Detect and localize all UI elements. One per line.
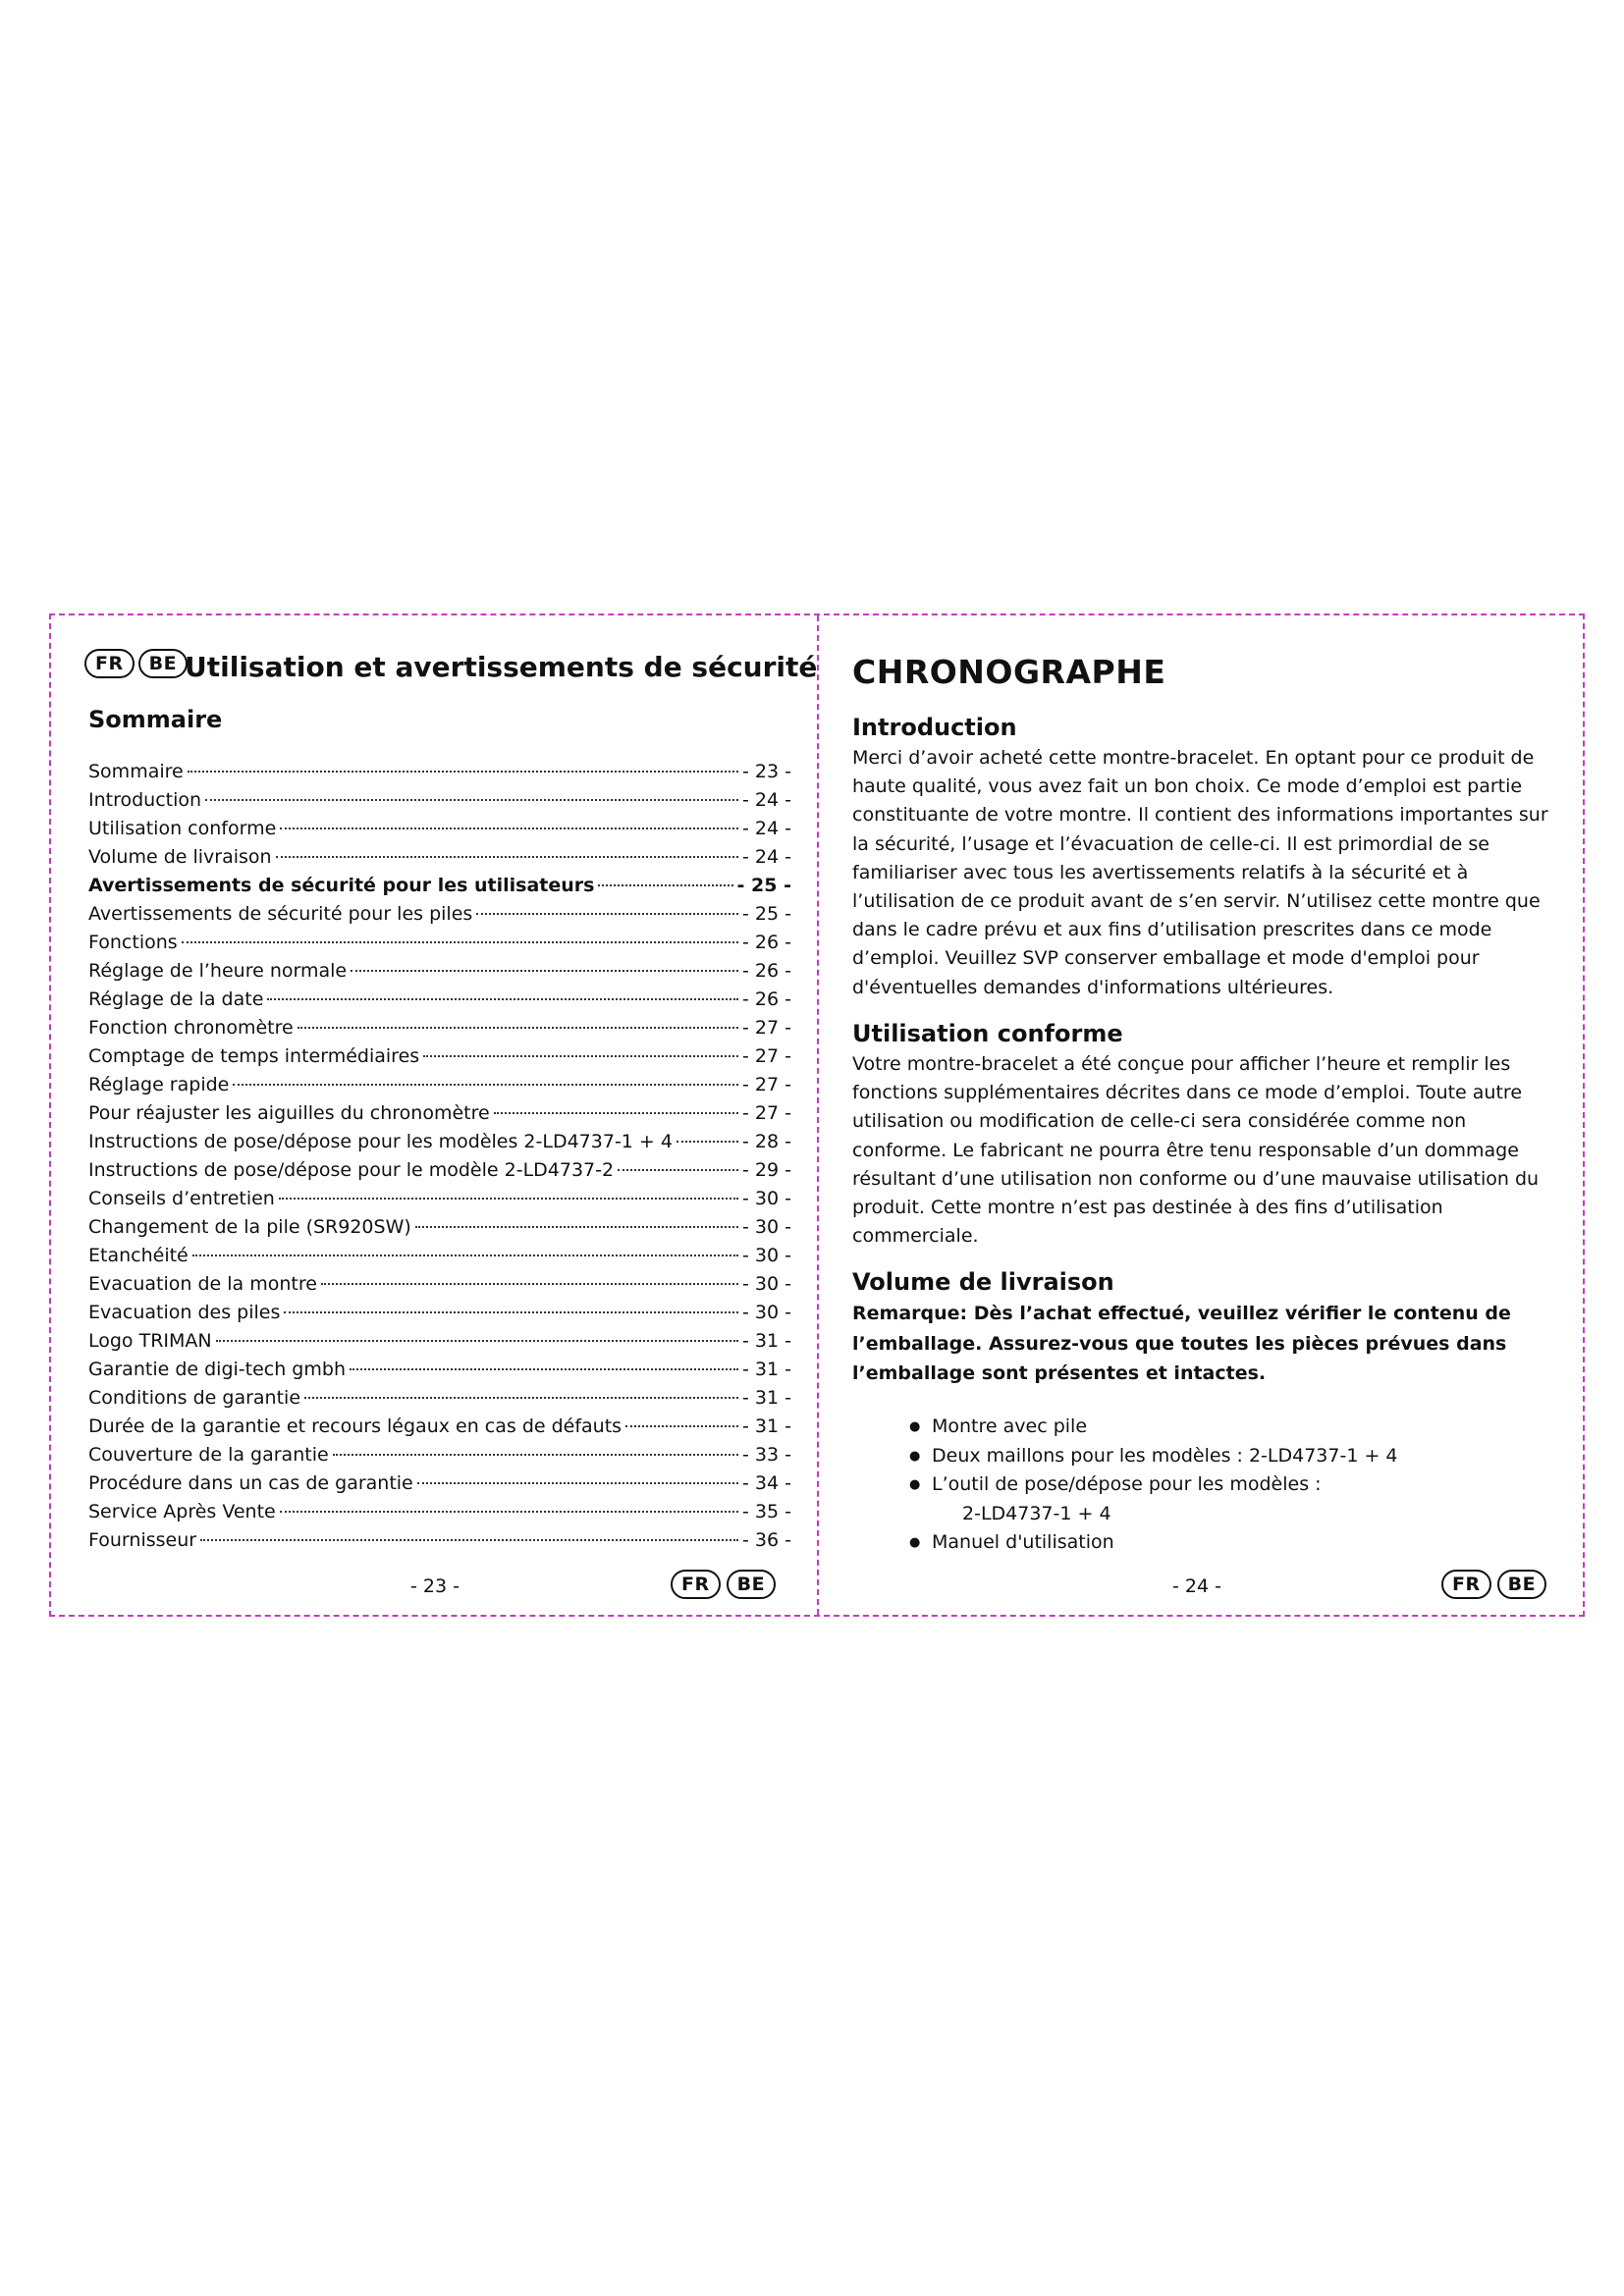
right-page-number: - 24 -	[1172, 1575, 1221, 1597]
toc-dot-leader	[618, 1169, 738, 1171]
toc-dot-leader	[276, 856, 738, 858]
toc-entry	[88, 761, 791, 789]
toc-entry-title: Couverture de la garantie	[88, 1444, 329, 1466]
toc-entry-page: - 31 -	[742, 1330, 791, 1352]
toc-entry-title: Comptage de temps intermédiaires	[88, 1045, 420, 1067]
list-item: ● Deux maillons pour les modèles : 2-LD4737-1 + 4	[909, 1442, 1398, 1471]
toc-entry-page: - 27 -	[742, 1102, 791, 1124]
toc-entry-title: Evacuation de la montre	[88, 1273, 317, 1295]
toc-entry	[88, 1273, 791, 1302]
toc-entry-title: Fournisseur	[88, 1529, 197, 1551]
header-language-badges	[84, 649, 188, 678]
toc-entry-title: Pour réajuster les aiguilles du chronomètre	[88, 1102, 490, 1124]
toc-entry	[88, 846, 791, 875]
toc-entry-page: - 28 -	[742, 1131, 791, 1152]
list-item-continuation: 2-LD4737-1 + 4	[962, 1502, 1111, 1524]
toc-entry	[88, 875, 791, 903]
left-footer-badges	[671, 1570, 776, 1599]
toc-entry-title: Réglage rapide	[88, 1074, 230, 1095]
toc-entry-page: - 27 -	[742, 1045, 791, 1067]
toc-entry-page: - 30 -	[742, 1273, 791, 1295]
toc-entry-page: - 25 -	[742, 903, 791, 925]
toc-entry	[88, 1131, 791, 1159]
toc-dot-leader	[350, 1368, 738, 1370]
toc-dot-leader	[279, 1198, 738, 1200]
toc-entry-title: Durée de la garantie et recours légaux en cas de défauts	[88, 1415, 623, 1437]
toc-entry-title: Réglage de la date	[88, 988, 264, 1010]
toc-entry	[88, 988, 791, 1017]
toc-entry-title: Fonction chronomètre	[88, 1017, 294, 1039]
table-of-contents	[88, 761, 791, 1558]
toc-entry-page: - 27 -	[742, 1074, 791, 1095]
list-item: ● L’outil de pose/dépose pour les modèles :	[909, 1470, 1398, 1500]
toc-entry-title: Réglage de l’heure normale	[88, 960, 348, 982]
volume-heading: Volume de livraison	[852, 1268, 1114, 1296]
list-item: ● Montre avec pile	[909, 1413, 1398, 1442]
toc-entry	[88, 960, 791, 988]
manual-spread	[49, 614, 1585, 1617]
toc-entry-page: - 30 -	[742, 1216, 791, 1238]
toc-entry-page: - 30 -	[742, 1302, 791, 1323]
introduction-heading: Introduction	[852, 714, 1017, 741]
footer-badge-be: BE	[1497, 1570, 1546, 1599]
toc-entry-title: Avertissements de sécurité pour les piles	[88, 903, 473, 925]
toc-entry	[88, 1501, 791, 1529]
utilisation-text: Votre montre-bracelet a été conçue pour afficher l’heure et remplir les fonctions supplémentaires décrites dans ce mode d’emploi. Toute autre utilisation ou modification de celle-ci sera considérée comme non conforme. Le fabricant ne pourra être tenu responsable d’un dommage résultant d’une utilisation non conforme ou d’une mauvaise utilisation du produit. Cette montre n’est pas destinée à des fins d’utilisation commerciale.	[852, 1053, 1540, 1248]
right-footer-badges	[1441, 1570, 1546, 1599]
toc-dot-leader	[200, 1539, 738, 1541]
toc-entry-title: Sommaire	[88, 761, 184, 782]
toc-dot-leader	[625, 1425, 738, 1427]
toc-entry-page: - 25 -	[736, 875, 791, 896]
toc-entry-title: Garantie de digi-tech gmbh	[88, 1359, 346, 1380]
toc-entry	[88, 1302, 791, 1330]
toc-dot-leader	[280, 828, 738, 829]
language-badge-be: BE	[138, 649, 188, 678]
toc-entry-page: - 33 -	[742, 1444, 791, 1466]
toc-entry-page: - 36 -	[742, 1529, 791, 1551]
toc-entry	[88, 1444, 791, 1472]
toc-dot-leader	[298, 1027, 738, 1029]
toc-entry	[88, 1188, 791, 1216]
toc-entry-page: - 35 -	[742, 1501, 791, 1522]
toc-dot-leader	[192, 1255, 738, 1256]
toc-entry	[88, 1245, 791, 1273]
footer-badge-be: BE	[727, 1570, 776, 1599]
toc-entry-title: Volume de livraison	[88, 846, 272, 868]
main-title: CHRONOGRAPHE	[852, 653, 1166, 691]
toc-entry	[88, 1074, 791, 1102]
toc-entry-title: Fonctions	[88, 932, 178, 953]
toc-entry-page: - 26 -	[742, 932, 791, 953]
toc-dot-leader	[267, 998, 738, 1000]
toc-entry	[88, 1472, 791, 1501]
toc-entry-page: - 34 -	[742, 1472, 791, 1494]
toc-entry-title: Conseils d’entretien	[88, 1188, 275, 1209]
toc-entry	[88, 1330, 791, 1359]
right-page	[852, 615, 1567, 1615]
page-divider	[817, 615, 819, 1615]
toc-dot-leader	[321, 1283, 738, 1285]
delivery-contents-list	[909, 1413, 1398, 1558]
left-page	[84, 615, 818, 1615]
toc-entry-title: Etanchéité	[88, 1245, 189, 1266]
toc-entry	[88, 903, 791, 932]
toc-dot-leader	[284, 1311, 738, 1313]
toc-entry	[88, 1529, 791, 1558]
toc-entry-page: - 30 -	[742, 1245, 791, 1266]
toc-entry	[88, 1045, 791, 1074]
toc-entry-page: - 27 -	[742, 1017, 791, 1039]
toc-entry-page: - 23 -	[742, 761, 791, 782]
toc-entry-title: Avertissements de sécurité pour les utilisateurs	[88, 875, 595, 896]
toc-entry-title: Utilisation conforme	[88, 818, 277, 839]
toc-dot-leader	[216, 1340, 738, 1342]
left-page-number: - 23 -	[410, 1575, 460, 1597]
toc-entry	[88, 1102, 791, 1131]
toc-entry-title: Logo TRIMAN	[88, 1330, 212, 1352]
toc-entry	[88, 1387, 791, 1415]
toc-entry-page: - 31 -	[742, 1359, 791, 1380]
toc-entry-page: - 26 -	[742, 960, 791, 982]
toc-dot-leader	[233, 1084, 738, 1086]
toc-entry	[88, 818, 791, 846]
toc-entry-title: Changement de la pile (SR920SW)	[88, 1216, 411, 1238]
toc-entry	[88, 1359, 791, 1387]
toc-dot-leader	[182, 941, 738, 943]
toc-dot-leader	[304, 1397, 738, 1399]
toc-entry-page: - 29 -	[742, 1159, 791, 1181]
introduction-text: Merci d’avoir acheté cette montre-bracelet. En optant pour ce produit de haute qualité, vous avez fait un bon choix. Ce mode d’emploi est partie constituante de votre montre. Il contient des informations importantes sur la sécurité, l’usage et l’évacuation de celle-ci. Il est primordial de se familiariser avec tous les avertissements relatifs à la sécurité et à l’utilisation de ce produit avant de s’en servir. N’utilisez cette montre que dans le cadre prévu et aux fins d’utilisation prescrites dans ce mode d’emploi. Veuillez SVP conserver emballage et mode d'emploi pour d'éventuelles demandes d'informations ultérieures.	[852, 747, 1548, 998]
toc-entry	[88, 1216, 791, 1245]
toc-dot-leader	[494, 1112, 738, 1114]
volume-remark: Remarque: Dès l’achat effectué, veuillez vérifier le contenu de l’emballage. Assurez-vous que toutes les pièces prévues dans l’emballage sont présentes et intactes.	[852, 1303, 1511, 1384]
sommaire-heading: Sommaire	[88, 706, 223, 733]
toc-dot-leader	[351, 970, 738, 972]
toc-dot-leader	[476, 913, 738, 915]
list-item: ● Manuel d'utilisation	[909, 1528, 1398, 1558]
toc-dot-leader	[415, 1226, 738, 1228]
toc-entry	[88, 1415, 791, 1444]
toc-dot-leader	[280, 1511, 738, 1513]
header-title: Utilisation et avertissements de sécurité	[185, 651, 818, 683]
toc-entry-page: - 24 -	[742, 789, 791, 811]
toc-entry-page: - 31 -	[742, 1415, 791, 1437]
toc-entry-page: - 31 -	[742, 1387, 791, 1409]
toc-dot-leader	[205, 799, 738, 801]
toc-entry-title: Evacuation des piles	[88, 1302, 281, 1323]
toc-dot-leader	[423, 1055, 738, 1057]
toc-entry-title: Introduction	[88, 789, 202, 811]
footer-badge-fr: FR	[671, 1570, 721, 1599]
toc-dot-leader	[677, 1141, 738, 1143]
toc-dot-leader	[333, 1454, 738, 1456]
toc-entry	[88, 932, 791, 960]
toc-entry-page: - 30 -	[742, 1188, 791, 1209]
footer-badge-fr: FR	[1441, 1570, 1491, 1599]
utilisation-heading: Utilisation conforme	[852, 1020, 1123, 1047]
toc-entry-page: - 26 -	[742, 988, 791, 1010]
toc-entry-page: - 24 -	[742, 818, 791, 839]
toc-entry	[88, 789, 791, 818]
toc-dot-leader	[417, 1482, 738, 1484]
toc-entry-title: Instructions de pose/dépose pour le modèle 2-LD4737-2	[88, 1159, 615, 1181]
language-badge-fr: FR	[84, 649, 135, 678]
toc-entry-title: Instructions de pose/dépose pour les modèles 2-LD4737-1 + 4	[88, 1131, 673, 1152]
toc-entry-title: Service Après Vente	[88, 1501, 276, 1522]
toc-entry-title: Procédure dans un cas de garantie	[88, 1472, 413, 1494]
toc-entry	[88, 1159, 791, 1188]
toc-dot-leader	[188, 771, 738, 773]
toc-entry-page: - 24 -	[742, 846, 791, 868]
toc-dot-leader	[598, 884, 732, 886]
toc-entry	[88, 1017, 791, 1045]
toc-entry-title: Conditions de garantie	[88, 1387, 301, 1409]
